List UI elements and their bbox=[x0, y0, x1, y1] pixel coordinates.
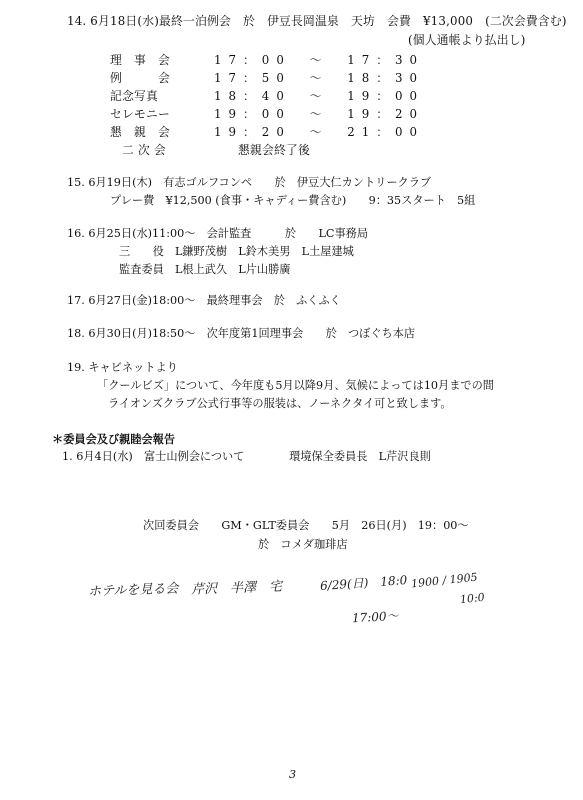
handwritten-note: 10:0 bbox=[459, 590, 486, 607]
item19-line3: ライオンズクラブ公式行事等の服装は、ノーネクタイ可と致します。 bbox=[108, 397, 452, 410]
item16-line3: 監査委員 L根上武久 L片山勝廣 bbox=[119, 263, 291, 276]
schedule-time: 19：20 ～ 21：00 bbox=[214, 125, 425, 139]
schedule-label: 記念写真 bbox=[110, 89, 158, 103]
item14-line2: (個人通帳より払出し) bbox=[408, 33, 526, 47]
schedule-time: 17：50 ～ 18：30 bbox=[214, 71, 425, 85]
item15-line1: 15. 6月19日(木) 有志ゴルフコンペ 於 伊豆大仁カントリークラブ bbox=[67, 176, 432, 189]
handwritten-note: ホテルを見る会 bbox=[87, 581, 179, 600]
schedule-label: セレモニー bbox=[110, 107, 170, 121]
next-meeting-line2: 於 コメダ珈琲店 bbox=[258, 538, 348, 551]
next-meeting-line1: 次回委員会 GM・GLT委員会 5月 26日(月) 19：00～ bbox=[143, 519, 469, 532]
handwritten-note: 6/29(日) 18:0 bbox=[319, 572, 408, 594]
schedule-label: 理 事 会 bbox=[110, 53, 170, 67]
page-number: 3 bbox=[289, 768, 297, 781]
handwritten-note: 17:00～ bbox=[351, 608, 399, 626]
item19-line1: 19. キャビネットより bbox=[67, 361, 178, 374]
handwritten-note: 1900 / 1905 bbox=[410, 570, 479, 591]
item17-line: 17. 6月27日(金)18:00～ 最終理事会 於 ふくふく bbox=[67, 294, 341, 307]
item16-line1: 16. 6月25日(水)11:00～ 会計監査 於 LC事務局 bbox=[67, 227, 369, 240]
item19-line2: 「クールビズ」について、今年度も5月以降9月、気候によっては10月までの間 bbox=[97, 379, 494, 392]
schedule-label: 懇 親 会 bbox=[110, 125, 170, 139]
item18-line: 18. 6月30日(月)18:50～ 次年度第1回理事会 於 つぼぐち本店 bbox=[67, 327, 416, 340]
item15-line2: プレー費 ¥12,500 (食事・キャディー費含む) 9：35スタート 5組 bbox=[110, 194, 476, 207]
after-party-value: 懇親会終了後 bbox=[238, 143, 310, 157]
schedule-time: 19：00 ～ 19：20 bbox=[214, 107, 425, 121]
schedule-time: 18：40 ～ 19：00 bbox=[214, 89, 425, 103]
handwritten-note: 芹沢 半澤 宅 bbox=[190, 579, 283, 598]
item16-line2: 三 役 L鎌野茂樹 L鈴木美男 L土屋建城 bbox=[119, 245, 354, 258]
after-party-label: 二 次 会 bbox=[122, 143, 166, 157]
item14-line1: 14. 6月18日(水)最終一泊例会 於 伊豆長岡温泉 天坊 会費 ¥13,000 (二次会費含む) bbox=[67, 14, 567, 28]
committee-report-line: 1. 6月4日(水) 富士山例会について 環境保全委員長 L芹沢良則 bbox=[62, 450, 431, 463]
schedule-label: 例 会 bbox=[110, 71, 170, 85]
schedule-time: 17：00 ～ 17：30 bbox=[214, 53, 425, 67]
committee-heading: ＊委員会及び親睦会報告 bbox=[52, 432, 176, 446]
